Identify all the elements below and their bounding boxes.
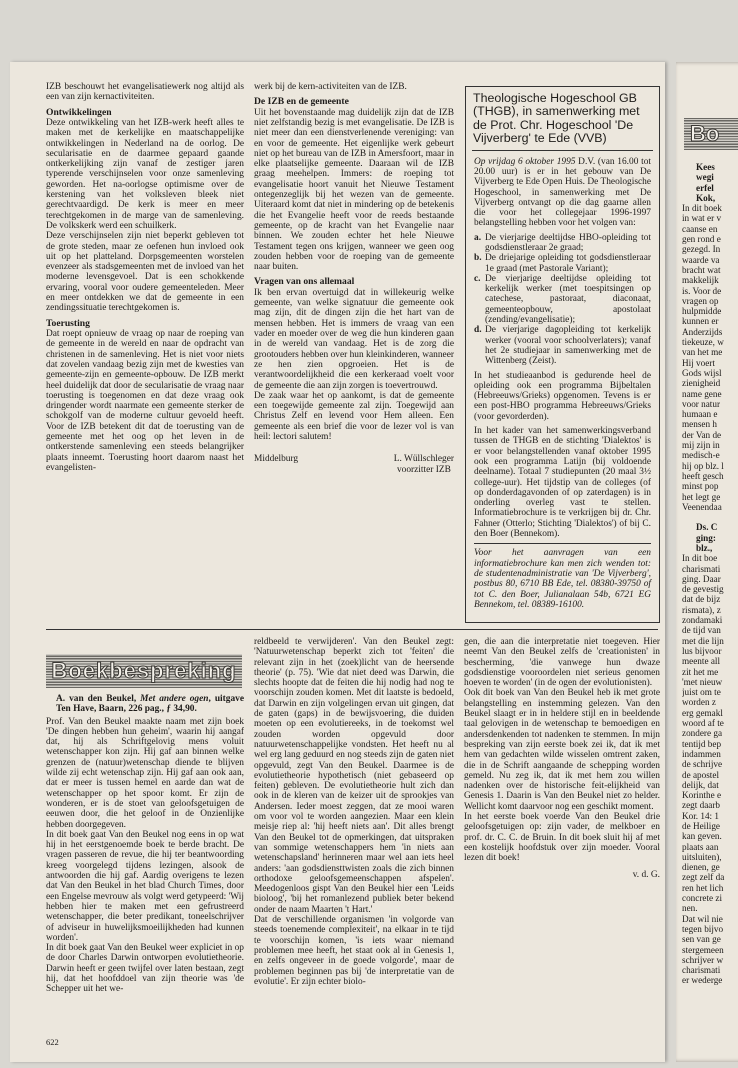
section-heading: De IZB en de gemeente [254,96,349,108]
text-fragment: name gene [682,388,722,399]
text-fragment: worden z [682,697,716,708]
text-fragment: 'met nieuw [682,676,723,687]
text-fragment: wegi [696,172,714,183]
text-fragment: stergemeen [682,944,724,955]
paragraph: In het eerste boek voerde Van den Beukel drie geloofsgetuigen op: zijn vader, de melkboer en prof. dr. C. C. de Bruin. In dit boek sluit hij af met een kostelijk hoofdstuk over zijn moeder. Vooral lezen dit boek! [464,812,660,864]
text-fragment: Kor. 14: 1 [682,810,720,821]
text-fragment: erg gemakl [682,707,723,718]
book-publisher: , uitgave Ten Have, Baarn, 226 pag., ƒ 34,90. [56,694,244,715]
text-fragment: sen van ge [682,934,721,945]
signature-place: Middelburg [254,454,299,465]
text-fragment: Kok, [696,192,716,203]
divider [472,150,653,151]
list-item [474,253,651,274]
text-fragment: zegt daarb [682,800,721,811]
paragraph: In het kader van het samenwerkingsverband tussen de THGB en de stichting 'Dialektos' is er voor belangstellenden vanaf oktober 1995 ook een programma Latijn (bij voldoende deelname). Totaal 7 studiepunten (20 maal 3½ college-uur). Het tijdstip van de colleges (of op donderdagavonden of op zaterdagen) is in onderling overleg vast te stellen. Informatiebrochure is te verkrijgen bij dr. Chr. Fahner (Otterlo; Stichting 'Dialektos') of bij C. den Boer (Bennekom). [474,426,651,540]
text-fragment: caanse en [682,223,718,234]
page-number: 622 [46,1037,59,1047]
text-fragment: het legt ge [682,491,721,502]
section-heading: Toerusting [46,317,90,329]
paragraph: Deze verschijnselen zijn niet beperkt gebleven tot de grote steden, maar ze oefenen hun invloed ook uit op het platteland. Dorpsgemeenten worstelen evenzeer als stadsgemeenten met de invloed van het moderne levensgevoel. Dat is een schokkende ervaring, vooral voor oudere gemeenteleden. Meer en meer ontdekken we dat de gemeente in een zendingssituatie terechtgekomen is. [46,231,244,314]
section-heading: Ontwikkelingen [46,106,112,118]
text-fragment: Dat wil nie [682,913,723,924]
announcement-body [474,157,651,610]
list-letter: d. [474,325,482,336]
banner-title: Boekbespreking [51,658,237,683]
article-column-2 [254,82,454,622]
list-letter: c. [474,273,481,284]
text-fragment: meente all [682,656,721,667]
text-fragment: kan geven. [682,831,722,842]
text-fragment: zit het me [682,666,719,677]
text-fragment: Ds. C [696,522,718,533]
paragraph: Ik ben ervan overtuigd dat in willekeurig welke gemeente, van welke signatuur die gemeente ook mag zijn, dit de dingen zijn die het hart van de mensen hebben. Het is immers de vraag van een vader en moeder over de weg die hun kinderen gaan in de wereld van vandaag. Het is de zorg die grootouders hebben over hun kleinkinderen, wanneer ze hen zien opgroeien. Het is de verantwoordelijkheid die een kerkeraad voelt voor de gemeente die aan zijn zorgen is toevertrouwd. [254,287,454,391]
list-item [474,233,651,254]
paragraph: Deze ontwikkeling van het IZB-werk heeft alles te maken met de kerkelijke en maatschappelijke ontwikkelingen in Nederland na de oorlog. De secularisatie en de daarmee gepaard gaande ontkerkelijking zijn vanaf de zestiger jaren typerende verschijnselen voor onze samenleving geworden. Het na-oorlogse optimisme over de kerstening van het volksleven bleek niet gerechtvaardigd. De kerk is meer en meer terechtgekomen in de marge van de samenleving. De volkskerk werd een schuilkerk. [46,118,244,231]
paragraph: reldbeeld te verwijderen'. Van den Beukel zegt: 'Natuurwetenschap beperkt zich tot 'feiten' die relevant zijn in het (zoek)licht van de heersende theorie' (p. 75). 'Wie dat niet deed was Darwin, die slechts hoopte dat de feiten die hij nodig had nog te voorschijn zouden komen. Met dit laatste is bedoeld, dat Darwin en zijn volgelingen ervan uit gingen, dat de gaten (gaps) in de bewijsvoering, die duiden moeten op een evolutiereeks, in de toekomst wel zouden worden opgevuld door natuurwetenschappelijke vondsten. Het heeft nu al wel erg lang geduurd en nog steeds zijn de gaten niet opgevuld, zegt Van den Beukel. Daarmee is de evolutietheorie hypothetisch (niet gebaseerd op feiten) gebleven. De evolutietheorie hult zich dan ook in de kleren van de keizer uit de sprookjes van Andersen. Ieder moest zeggen, dat ze mooi waren om voor vol te worden aangezien. Maar een klein meisje riep al: 'hij heeft niets aan'. Dit alles brengt Van den Beukel tot de opmerkingen, dat uitspraken van sommige wetenschappers hem 'in niets aan wetenschapsland' herinneren maar wel aan iets heel anders: 'aan godsdiensttwisten zoals die zich binnen orthodoxe geloofsgemeenschappen afspelen'. Meedogenloos gispt Van den Beukel hier een 'Leids bioloog', 'bij het romanlezend publiek beter bekend onder de naam Maarten 't Hart.' [254,637,454,915]
text-fragment: tegen bijvo [682,923,724,934]
text-fragment: zondamaki [682,615,723,626]
text-fragment: makkelijk [682,275,719,286]
text-fragment: Hij voert [682,357,715,368]
book-title: Met andere ogen [140,694,209,704]
paragraph: Uit het bovenstaande mag duidelijk zijn dat de IZB niet zelfstandig bezig is met evangelisatie. De IZB is niet meer dan een dienstverlenende vereniging: van en voor de gemeente. Het eigenlijke werk gebeurt niet op het bureau van de IZB in Amersfoort, maar in elke plaatselijke gemeente. Daaraan wil de IZB graag meehelpen. Immers: de roeping tot evangelisatie hoort vanuit het Nieuwe Testament ontegenzeglijk bij het wezen van de gemeente. Uiteraard komt dat niet in mindering op de betekenis die het Evangelie heeft voor de reeds bestaande gemeente, op de kracht van het Evangelie naar binnen. We zouden echter het hele Nieuwe Testament tegen ons krijgen, wanneer we geen oog zouden hebben voor de roeping van de gemeente naar buiten. [254,107,454,273]
left-page [10,62,665,1062]
text-fragment: tentijd bep [682,738,722,749]
right-page-banner [684,118,738,150]
list-letter: a. [474,232,482,243]
text-fragment: plaats aan [682,841,719,852]
program-list [474,233,651,367]
text-fragment: Gods wijsl [682,367,722,378]
text-fragment: Anderzijds [682,326,723,337]
paragraph: Ook dit boek van Van den Beukel heb ik met grote belangstelling en instemming gelezen. Van den Beukel slaagt er in in heldere stijl en in beeldende taal gelovigen in de wetenschap te bemoedigen en andersdenkenden tot nadenken te stemmen. In mijn bespreking van zijn eerste boek zei ik, dat ik met hem van gedachten wilde wisselen omtrent zaken, die in de Schrift aangaande de schepping worden gemeld. Nu zeg ik, dat ik met hem zou willen nadenken over de historische feit-elijkheid van Genesis 1. Daarin is Van den Beukel niet zo helder. Wellicht komt daarvoor nog een geschikt moment. [464,688,660,812]
text-fragment: waarde va [682,254,720,265]
text-fragment: ging. Daar [682,573,721,584]
text-fragment: zegt zelf da [682,872,725,883]
text-fragment: dienen, ge [682,862,720,873]
text-fragment: charismati [682,563,721,574]
paragraph: IZB beschouwt het evangelisatiewerk nog altijd als een van zijn kernactiviteiten. [46,82,244,103]
text-fragment: in wat er v [682,213,722,224]
list-item [474,325,651,366]
right-banner-title: Bo [690,121,720,146]
announcement-box [465,86,660,623]
text-fragment: bracht wat [682,264,721,275]
list-text: De driejarige opleiding tot godsdienstleraar 1e graad (met Pastorale Variant); [485,253,651,274]
text-fragment: juist om te [682,687,721,698]
book-reference [46,694,244,715]
list-letter: b. [474,253,482,264]
text-fragment: de Heilige [682,821,721,831]
text-fragment: hij op blz. l [682,460,724,471]
text-fragment: charismati [682,965,721,976]
text-fragment: minst pop [682,481,719,492]
text-fragment: dat de bijz [682,594,721,605]
text-fragment: Korinthe e [682,790,722,801]
list-text: De vierjarige deeltijdse HBO-opleiding tot godsdienstleraar 2e graad; [485,232,651,253]
text-fragment: der Van de [682,429,722,440]
paragraph: gen, die aan die interpretatie niet toegeven. Hier neemt Van den Beukel zelfs de 'creationisten' in bescherming, 'die vanwege hun dwaze godsdienstige vooroordelen niet serieus genomen hoeven te worden' (in de ogen der evolutionisten). [464,637,660,689]
text-fragment: vragen op [682,295,719,306]
event-date: Op vrijdag 6 oktober 1995 [474,156,576,167]
review-column-1 [46,694,244,1034]
text-fragment: humaan e [682,409,718,420]
text-fragment: gen rond e [682,234,721,245]
right-page-text [682,162,738,986]
text-fragment [682,512,738,522]
text-fragment: de apostel [682,769,719,780]
text-fragment: Kees [696,162,715,172]
signature-name: L. Wüllschleger [393,454,454,465]
text-fragment: de schrijve [682,759,723,770]
text-fragment: heeft gesch [682,470,724,481]
paragraph: In dit boek gaat Van den Beukel weer expliciet in op de door Charles Darwin ontworpen evolutietheorie. Darwin heeft er geen twijfel over laten bestaan, zegt hij, dat het hoofddoel van zijn theorie was 'de Schepper uit het we- [46,943,244,995]
text-fragment: nen. [682,903,698,914]
reviewer-initials: v. d. G. [632,869,660,880]
text-fragment: mij zijn in [682,440,720,451]
list-text: De vierjarige dagopleiding tot kerkelijk werker (vooral voor schoolverlaters); vanaf het 2e studiejaar in samenwerking met de Wittenberg (Zeist). [485,325,651,367]
text-fragment: delijk, dat [682,779,719,790]
text-fragment: ren het lich [682,882,724,893]
text-fragment: schrijver w [682,954,724,965]
text-fragment: ging: [696,532,716,543]
section-divider [46,629,658,630]
paragraph [474,157,651,229]
section-banner [46,654,242,688]
signature-role: voorzitter IZB [396,464,451,475]
text-fragment: van het me [682,347,723,358]
text-fragment: lus bijvoor [682,645,722,656]
right-page-edge [676,62,738,1062]
review-column-2 [254,637,454,1037]
text-fragment: concrete zi [682,893,723,904]
review-column-3 [464,637,660,887]
text-fragment: medisch-e [682,450,720,461]
paragraph: In het studieaanbod is gedurende heel de opleiding ook een programma Bijbeltalen (Hebreeuws/Grieks) opgenomen. Tevens is er een post-HBO programma Hebreeuws/Grieks (voor gevorderden). [474,370,651,422]
text-fragment: zienigheid [682,378,721,389]
text-fragment: tiekeuze, w [682,337,724,348]
text-fragment: hulpmidde [682,306,722,317]
text-fragment: indammen [682,748,721,759]
paragraph: Dat roept opnieuw de vraag op naar de roeping van de gemeente in de wereld en naar de opdracht van christenen in de samenleving. Het is niet voor niets dat zovelen vandaag bezig zijn met de kwesties van gemeente-zijn en gemeente-opbouw. De IZB merkt heel duidelijk dat door de secularisatie de vraag naar toerusting is toegenomen en dat deze vraag ook dringender wordt naarmate een gemeente sterker de schokgolf van de moderne cultuur gevoeld heeft. Voor de IZB betekent dit dat de toerusting van de gemeente met het oog op het leven in de ontkerstende samenleving een steeds belangrijker plaats inneemt. Toerusting hoort daarom naast het evangelisten- [46,329,244,473]
list-item [474,274,651,325]
text-fragment: met die lijn [682,635,724,646]
announcement-title: Theologische Hogeschool GB (THGB), in samenwerking met de Prot. Chr. Hogeschool 'De Vijverberg' te Ede (VVB) [473,91,640,146]
text-fragment: er wederge [682,975,723,986]
text-fragment: erfel [696,182,714,193]
text-fragment: uitsluiten), [682,851,722,862]
paragraph: In dit boek gaat Van den Beukel nog eens in op wat hij in het eerstgenoemde boek te berde bracht. De vragen passeren de revue, die hij ter beantwoording kreeg voorgelegd tijdens lezingen, alsook de antwoorden die hij gaf. Aardig overigens te lezen dat Van den Beukel in het blad Church Times, door een Engelse mevrouw als volgt werd getypeerd: 'Wij hebben hier te maken met een gefrustreerd wetenschapper, die beter predikant, toneelschrijver of adviseur in huwelijksmoeilijkheden had kunnen worden'. [46,829,244,943]
text-fragment: Veenendaa [682,501,722,512]
signature [254,454,454,475]
text-fragment: rismata), z [682,604,721,615]
text-fragment: In dit boe [682,553,718,564]
text-fragment: blz., [696,542,713,553]
paragraph: De zaak waar het op aankomt, is dat de gemeente een toegewijde gemeente zal zijn. Toegewijd aan Christus Zelf en levend voor Hem alleen. Een gemeente als een brief die voor de lezer vol is van heil: lectori salutem! [254,390,454,443]
text-fragment: gezegd. In [682,244,721,255]
text-fragment: mensen h [682,419,717,430]
text-fragment: zondere ga [682,728,723,739]
text-fragment: de gevestig [682,584,724,595]
paragraph: Dat de verschillende organismen 'in volgorde van steeds toenemende complexiteit', na elkaar in te tijd te voorschijn komen, 'is iets waar niemand problemen mee heeft, het staat ook al in Genesis 1, en zelfs ongeveer in de goede volgorde', maar de problemen beginnen pas bij 'de interpretatie van de evolutie'. Er zijn echter biolo- [254,915,454,987]
text-fragment: woord af te [682,718,724,729]
text-fragment: voor natur [682,398,721,409]
text-fragment: is. Voor de [682,285,722,296]
text-fragment: In dit boek [682,203,722,214]
paragraph: werk bij de kern-activiteiten van de IZB. [254,82,407,92]
text-fragment: kunnen er [682,316,719,327]
article-column-1 [46,82,244,622]
paragraph-text: D.V. (van 16.00 tot 20.00 uur) is er in het gebouw van De Vijverberg te Ede Open Huis. De Theologische Hogeschool, in samenwerking met De Vijverberg ontvangt op die dag gaarne allen die voor het collegejaar 1996-1997 belangstelling hebben voor het volgen van: [474,156,651,229]
text-fragment: de tijd van [682,625,721,636]
contact-address: Voor het aanvragen van een informatiebrochure kan men zich wenden tot: de studentenadministratie van 'De Vijverberg', postbus 80, 6710 BB Ede, tel. 08380-39750 of tot C. den Boer, Julianalaan 54b, 6721 EG Bennekom, tel. 08389-16100. [474,543,651,610]
paragraph: Prof. Van den Beukel maakte naam met zijn boek 'De dingen hebben hun geheim', waarin hij aangaf dat, hij als Schriftgelovig mens voluit wetenschapper kon zijn. Hij gaf aan binnen welke grenzen de (natuur)wetenschap diende te blijven wilde zij echt wetenschap zijn. Hij gaf aan ook aan, dat er meer is tussen hemel en aarde dan wat de wetenschapper op het spoor komt. Er zijn de wonderen, er is de stoet van geloofsgetuigen de eeuwen door, die het geloof in de Onzienlijke hebben doorgegeven. [46,716,244,830]
section-heading: Vragen van ons allemaal [254,276,355,288]
signature-name-block [394,454,454,475]
book-author: A. van den Beukel, [56,694,141,704]
list-text: De vierjarige deeltijdse opleiding tot kerkelijk werker (met toespitsingen op catechese, pastoraat, diaconaat, gemeenteopbouw, apostolaat (zending/evangelisatie); [485,273,651,326]
